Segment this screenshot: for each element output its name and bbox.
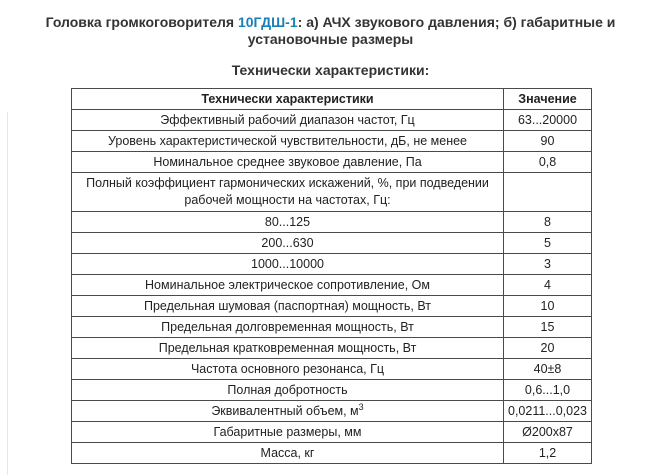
characteristic-cell — [72, 359, 504, 380]
model-link[interactable]: 10ГДШ-1 — [237, 14, 298, 30]
characteristic-cell — [72, 317, 504, 338]
table-body — [72, 110, 592, 464]
value-cell: 8 — [504, 212, 592, 233]
characteristic-label: Эффективный рабочий диапазон частот, Гц — [160, 112, 415, 127]
characteristic-label: Предельная кратковременная мощность, Вт — [158, 340, 417, 355]
characteristic-label: Полный коэффициент гармонических искажений, %, при подведении рабочей мощности на частотах, Гц: — [86, 176, 489, 207]
table-row — [72, 152, 592, 173]
characteristic-label: Масса, кг — [260, 445, 315, 460]
table-row — [72, 317, 592, 338]
table-header-row — [72, 89, 592, 110]
table-row — [72, 359, 592, 380]
table-row — [72, 233, 592, 254]
characteristic-cell — [72, 401, 504, 422]
content-left-border — [7, 112, 8, 475]
characteristic-cell — [72, 338, 504, 359]
characteristic-cell — [72, 254, 504, 275]
characteristic-label: Габаритные размеры, мм — [213, 424, 362, 439]
characteristic-label: Предельная шумовая (паспортная) мощность, Вт — [143, 298, 431, 313]
characteristic-label: Частота основного резонанса, Гц — [190, 361, 385, 376]
header-value: Значение — [504, 89, 592, 110]
value-cell: 15 — [504, 317, 592, 338]
value-cell: 40±8 — [504, 359, 592, 380]
value-cell: 0,0211...0,023 — [504, 401, 592, 422]
table-row — [72, 296, 592, 317]
table-row — [72, 131, 592, 152]
value-cell: 20 — [504, 338, 592, 359]
characteristic-label: Предельная долговременная мощность, Вт — [161, 319, 414, 334]
caption-prefix: Головка громкоговорителя — [45, 14, 238, 30]
header-characteristic: Технически характеристики — [72, 89, 504, 110]
characteristic-cell — [72, 233, 504, 254]
characteristic-label: 200...630 — [261, 235, 314, 250]
characteristic-cell — [72, 296, 504, 317]
characteristic-cell — [72, 131, 504, 152]
characteristic-label: 1000...10000 — [251, 256, 324, 271]
unit-superscript: 3 — [358, 401, 364, 412]
section-title: Технически характеристики: — [231, 62, 430, 78]
characteristic-cell — [72, 173, 504, 212]
characteristic-cell — [72, 275, 504, 296]
caption-suffix: : а) АЧХ звукового давления; б) габаритные и установочные размеры — [247, 14, 616, 47]
characteristic-label: 80...125 — [264, 214, 311, 229]
characteristic-label: Эквивалентный объем, м — [211, 403, 359, 418]
table-row — [72, 212, 592, 233]
characteristic-cell — [72, 443, 504, 464]
table-row — [72, 422, 592, 443]
characteristic-cell — [72, 110, 504, 131]
value-cell: 63...20000 — [504, 110, 592, 131]
value-cell: 90 — [504, 131, 592, 152]
table-row — [72, 173, 592, 212]
table-row — [72, 254, 592, 275]
value-cell: 0,8 — [504, 152, 592, 173]
characteristic-label: Номинальное электрическое сопротивление, Ом — [145, 277, 430, 292]
characteristic-cell — [72, 152, 504, 173]
figure-caption — [0, 14, 661, 48]
value-cell: 0,6...1,0 — [504, 380, 592, 401]
table-row — [72, 443, 592, 464]
value-cell: 1,2 — [504, 443, 592, 464]
value-cell: Ø200x87 — [504, 422, 592, 443]
table-row — [72, 110, 592, 131]
specs-table — [71, 88, 592, 464]
value-cell: 4 — [504, 275, 592, 296]
characteristic-cell — [72, 212, 504, 233]
value-cell: 3 — [504, 254, 592, 275]
characteristic-cell — [72, 422, 504, 443]
value-cell — [504, 173, 592, 212]
table-row — [72, 380, 592, 401]
characteristic-label: Номинальное среднее звуковое давление, Па — [153, 154, 422, 169]
characteristic-cell — [72, 380, 504, 401]
table-row — [72, 401, 592, 422]
value-cell: 5 — [504, 233, 592, 254]
characteristic-label: Полная добротность — [227, 382, 348, 397]
value-cell: 10 — [504, 296, 592, 317]
table-row — [72, 338, 592, 359]
table-row — [72, 275, 592, 296]
characteristic-label: Уровень характеристической чувствительности, дБ, не менее — [107, 133, 468, 148]
